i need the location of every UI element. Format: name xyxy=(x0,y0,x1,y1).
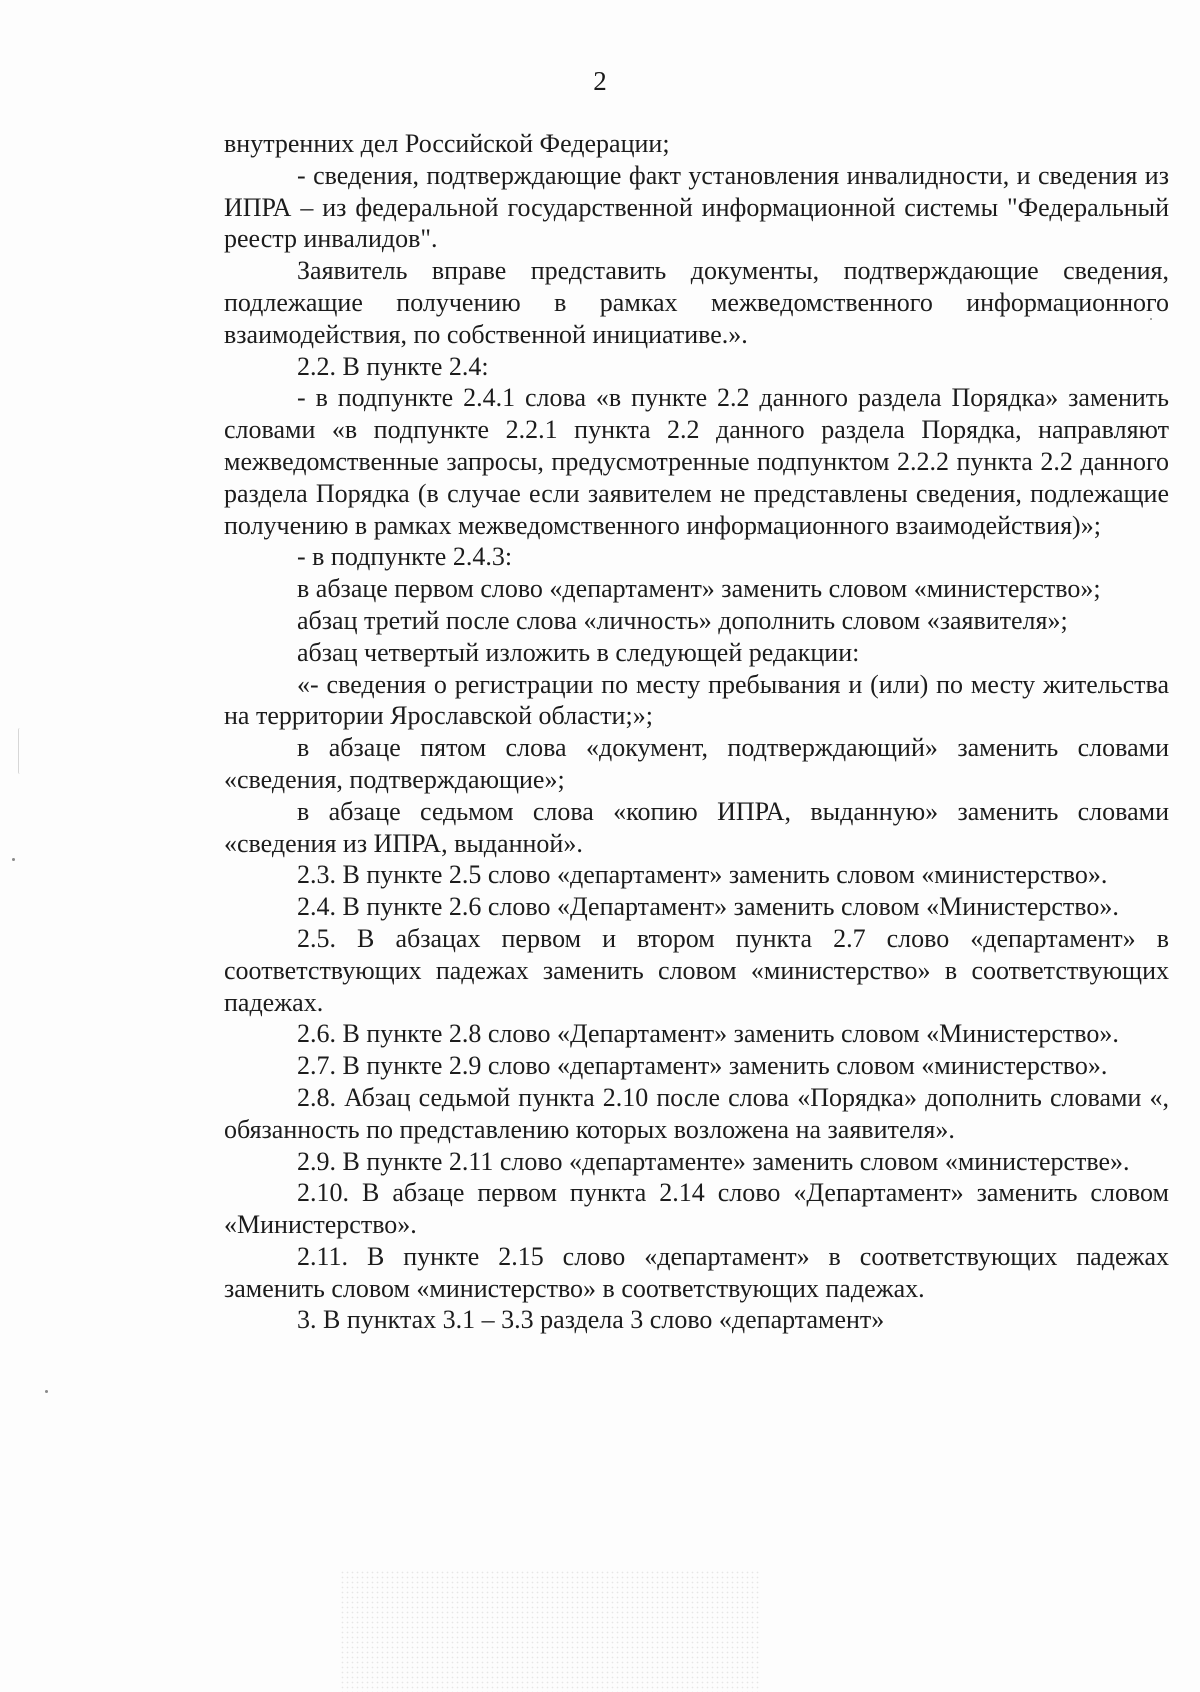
paragraph-0: внутренних дел Российской Федерации; xyxy=(224,129,670,158)
paragraph-9: «- сведения о регистрации по месту пребывания и (или) по месту жительства на территории Ярославской области;»; xyxy=(224,669,1169,731)
scan-edge-mark xyxy=(18,728,22,774)
paragraph-7: абзац третий после слова «личность» дополнить словом «заявителя»; xyxy=(297,605,1068,635)
paragraph-14: 2.5. В абзацах первом и втором пункта 2.7 слово «департамент» в соответствующих падежах заменить словом «министерство» в соответствующих падежах. xyxy=(224,923,1169,1017)
paragraph-11: в абзаце седьмом слова «копию ИПРА, выданную» заменить словами «сведения из ИПРА, выданной». xyxy=(224,796,1169,858)
paragraph-8: абзац четвертый изложить в следующей редакции: xyxy=(297,637,860,667)
page-number: 2 xyxy=(593,66,607,96)
paragraph-10: в абзаце пятом слова «документ, подтверждающий» заменить словами «сведения, подтверждающие»; xyxy=(224,733,1169,794)
scan-noise-area xyxy=(340,1570,760,1692)
paragraph-4: - в подпункте 2.4.1 слова «в пункте 2.2 данного раздела Порядка» заменить словами «в подпункте 2.2.1 пункта 2.2 данного раздела Порядка, направляют межведомственные запросы, предусмотренные подпунктом 2.2.2 пункта 2.2 данного раздела Порядка (в случае если заявителем не представлены сведения, подлежащие получению в рамках межведомственного информационного взаимодействия)»; xyxy=(224,383,1169,540)
scan-speck xyxy=(12,858,15,861)
paragraph-5: - в подпункте 2.4.3: xyxy=(297,542,513,572)
paragraph-21: 3. В пунктах 3.1 – 3.3 раздела 3 слово «департамент» xyxy=(297,1305,885,1335)
paragraph-12: 2.3. В пункте 2.5 слово «департамент» заменить словом «министерство». xyxy=(297,860,1108,890)
paragraph-3: 2.2. В пункте 2.4: xyxy=(297,351,489,381)
paragraph-13: 2.4. В пункте 2.6 слово «Департамент» заменить словом «Министерство». xyxy=(297,892,1119,922)
scan-speck xyxy=(45,1390,48,1393)
paragraph-19: 2.10. В абзаце первом пункта 2.14 слово «Департамент» заменить словом «Министерство». xyxy=(224,1178,1169,1240)
paragraph-15: 2.6. В пункте 2.8 слово «Департамент» заменить словом «Министерство». xyxy=(297,1019,1119,1049)
paragraph-18: 2.9. В пункте 2.11 слово «департаменте» заменить словом «министерстве». xyxy=(297,1146,1130,1176)
paragraph-1: - сведения, подтверждающие факт установления инвалидности, и сведения из ИПРА – из федеральной государственной информационной системы "Федеральный реестр инвалидов". xyxy=(224,160,1169,254)
paragraph-2: Заявитель вправе представить документы, подтверждающие сведения, подлежащие получению в рамках межведомственного информационного взаимодействия, по собственной инициативе.». xyxy=(224,256,1169,349)
paragraph-17: 2.8. Абзац седьмой пункта 2.10 после слова «Порядка» дополнить словами «, обязанность по представлению которых возложена на заявителя». xyxy=(224,1082,1169,1144)
paragraph-6: в абзаце первом слово «департамент» заменить словом «министерство»; xyxy=(297,574,1101,604)
document-body xyxy=(224,128,1169,1336)
paragraph-16: 2.7. В пункте 2.9 слово «департамент» заменить словом «министерство». xyxy=(297,1051,1108,1081)
paragraph-20: 2.11. В пункте 2.15 слово «департамент» в соответствующих падежах заменить словом «министерство» в соответствующих падежах. xyxy=(224,1241,1169,1303)
scan-speck xyxy=(1150,318,1152,320)
